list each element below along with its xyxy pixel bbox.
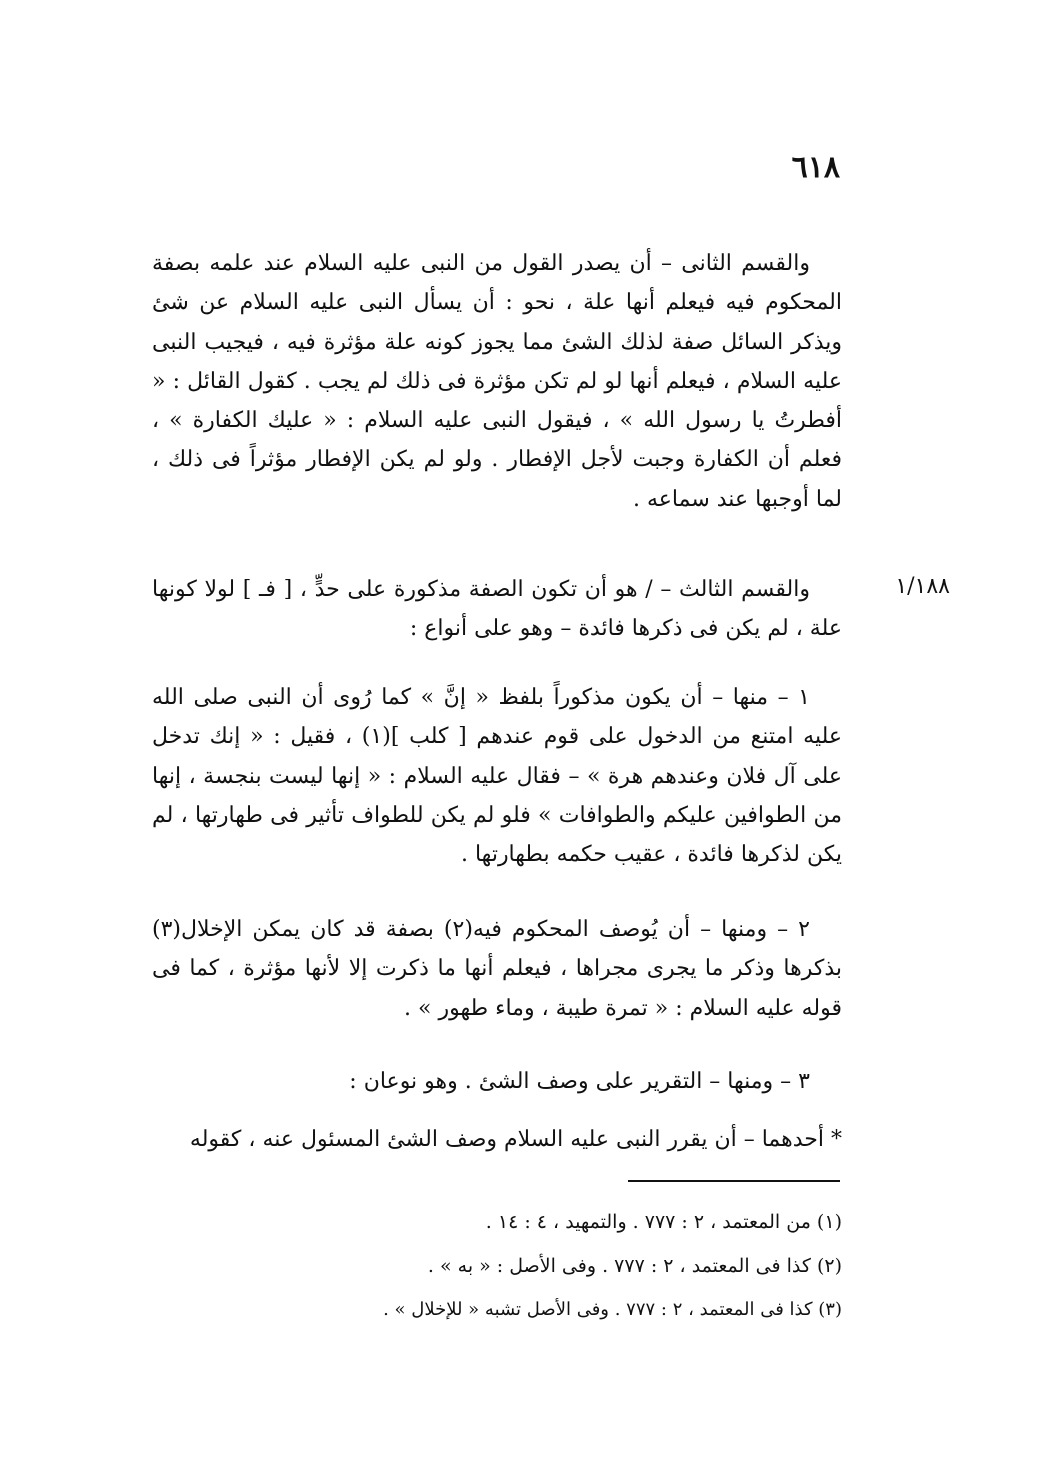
paragraph-item-3: [152, 1062, 842, 1101]
page-number: ٦١٨: [791, 150, 840, 185]
paragraph-item-1: [152, 678, 842, 874]
footnote-divider: [628, 1180, 840, 1182]
footnote-1: (١) من المعتمد ، ٢ : ٧٧٧ . والتمهيد ، ٤ : ١٤ .: [485, 1211, 842, 1233]
footnotes: [152, 1200, 842, 1332]
margin-reference: ١/١٨٨: [895, 574, 950, 599]
footnote-2: (٢) كذا فى المعتمد ، ٢ : ٧٧٧ . وفى الأصل : « به » .: [427, 1255, 842, 1277]
paragraph-text: * أحدهما – أن يقرر النبى عليه السلام وصف الشئ المسئول عنه ، كقوله: [189, 1127, 842, 1152]
paragraph-text: ٢ – ومنها – أن يُوصف المحكوم فيه(٢) بصفة قد كان يمكن الإخلال(٣) بذكرها وذكر ما يجرى مجراها ، فيعلم أنها ما ذكرت إلا لأنها مؤثرة ، كما فى قوله عليه السلام : « تمرة طيبة ، وماء طهور » .: [152, 917, 842, 1021]
paragraph-first-type: [152, 1120, 842, 1159]
paragraph-text: والقسم الثانى – أن يصدر القول من النبى عليه السلام عند علمه بصفة المحكوم فيه فيعلم أنها علة ، نحو : أن يسأل النبى عليه السلام عن شئ ويذكر السائل صفة لذلك الشئ مما يجوز كونه علة مؤثرة فيه ، فيجيب النبى عليه السلام ، فيعلم أنها لو لم تكن مؤثرة فى ذلك لم يجب . كقول القائل : « أفطرتُ يا رسول الله » ، فيقول النبى عليه السلام : « عليك الكفارة » ، فعلم أن الكفارة وجبت لأجل الإفطار . ولو لم يكن الإفطار مؤثراً فى ذلك ، لما أوجبها عند سماعه .: [152, 251, 842, 512]
paragraph-item-2: [152, 910, 842, 1028]
paragraph-text: ١ – منها – أن يكون مذكوراً بلفظ « إنَّ » كما رُوى أن النبى صلى الله عليه امتنع من الدخول على قوم عندهم [ كلب ](١) ، فقيل : « إنك تدخل على آل فلان وعندهم هرة » – فقال عليه السلام : « إنها ليست بنجسة ، إنها من الطوافين عليكم والطوافات » فلو لم يكن للطواف تأثير فى طهارتها ، لم يكن لذكرها فائدة ، عقيب حكمه بطهارتها .: [152, 685, 842, 868]
paragraph-text: ٣ – ومنها – التقرير على وصف الشئ . وهو نوعان :: [349, 1069, 810, 1094]
paragraph-second-section: [152, 244, 842, 519]
paragraph-third-section: [152, 570, 842, 649]
paragraph-text: والقسم الثالث – / هو أن تكون الصفة مذكورة على حدٍّ ، [ فـ ] لولا كونها علة ، لم يكن فى ذكرها فائدة – وهو على أنواع :: [152, 577, 842, 642]
footnote-3: (٣) كذا فى المعتمد ، ٢ : ٧٧٧ . وفى الأصل تشبه « للإخلال » .: [383, 1299, 842, 1320]
